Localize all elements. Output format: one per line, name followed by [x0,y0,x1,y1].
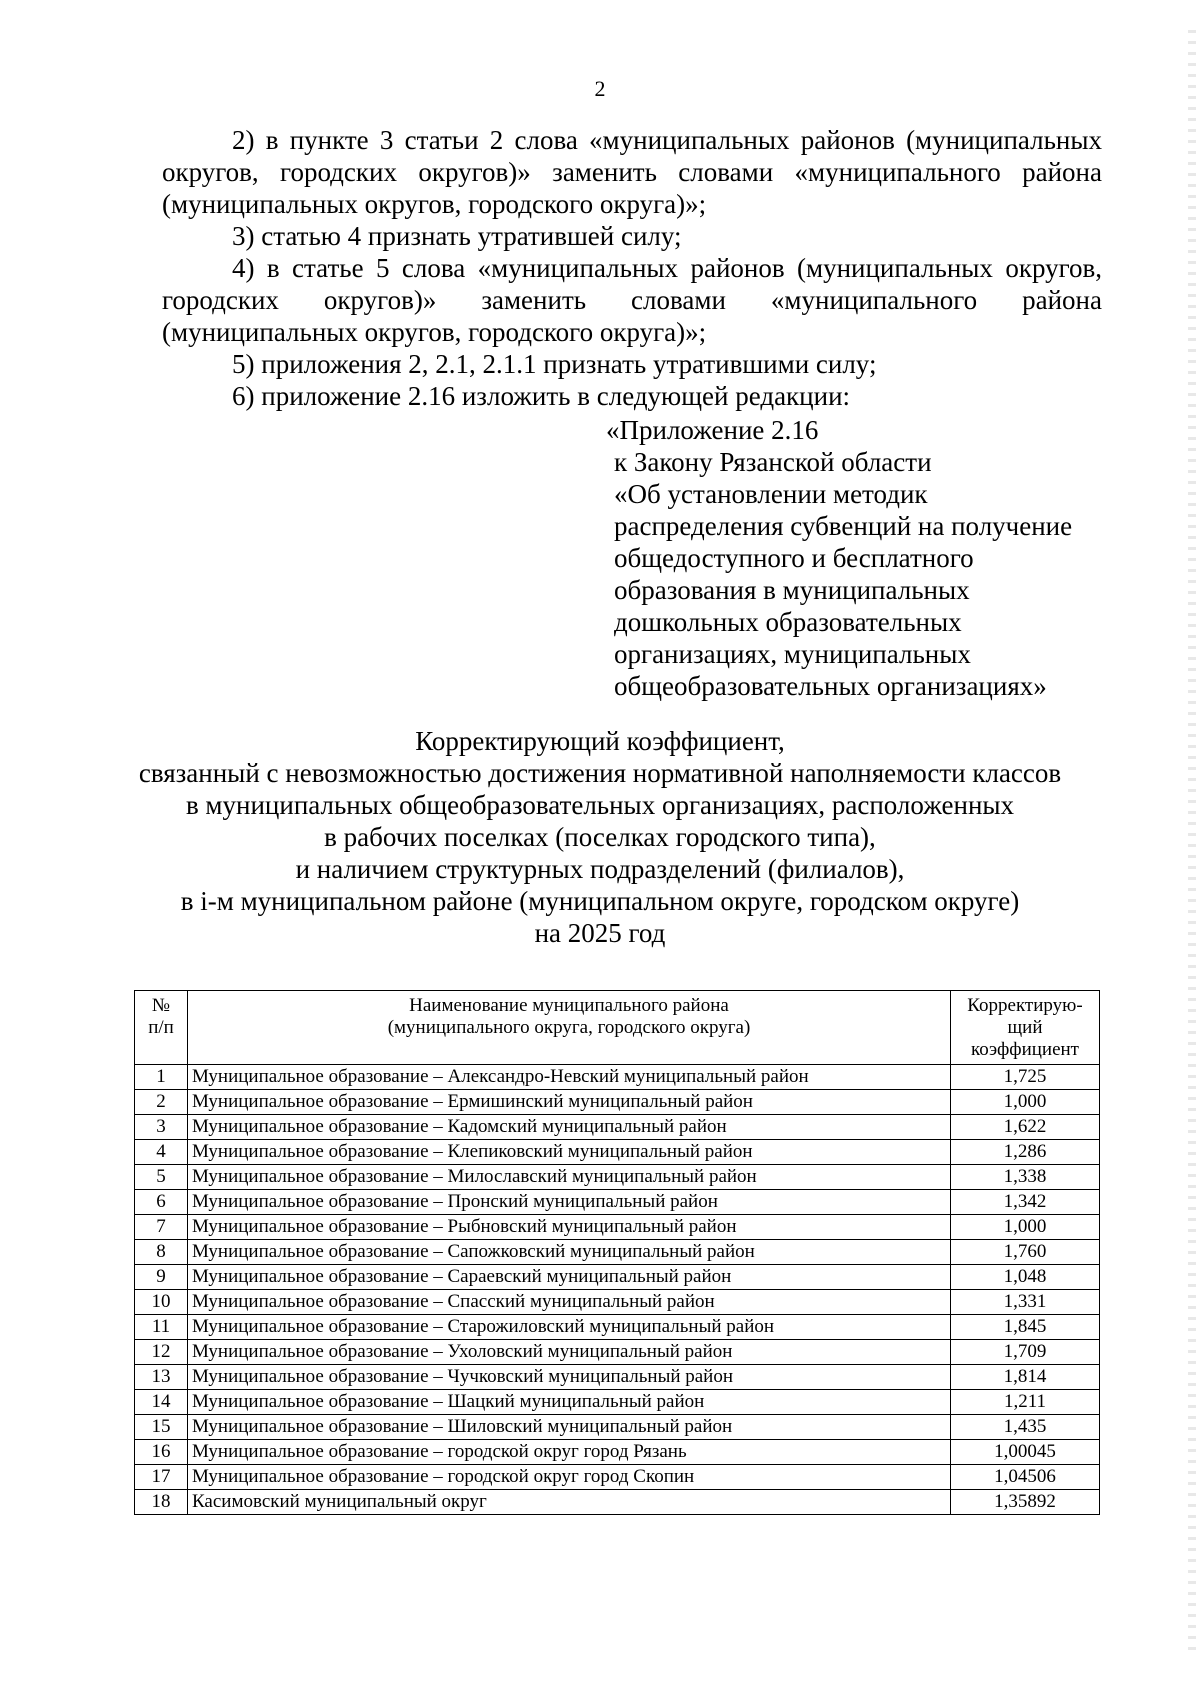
row-number: 10 [135,1290,188,1315]
table-row [135,1240,1100,1265]
row-coefficient: 1,709 [951,1340,1100,1365]
row-number: 4 [135,1140,188,1165]
title-line: в рабочих поселках (поселках городского типа), [324,822,876,852]
table-body [135,1065,1100,1515]
row-number: 3 [135,1115,188,1140]
row-coefficient: 1,342 [951,1190,1100,1215]
appendix-heading [606,414,1114,702]
row-number: 18 [135,1490,188,1515]
title-line: и наличием структурных подразделений (филиалов), [295,854,905,884]
title-line: в муниципальных общеобразовательных организациях, расположенных [185,790,1015,820]
row-name: Муниципальное образование – Рыбновский муниципальный район [188,1215,951,1240]
row-coefficient: 1,338 [951,1165,1100,1190]
row-number: 12 [135,1340,188,1365]
paragraph-5: 5) приложения 2, 2.1, 2.1.1 признать утратившими силу; [232,349,877,379]
row-coefficient: 1,211 [951,1390,1100,1415]
row-coefficient: 1,04506 [951,1465,1100,1490]
table-row [135,1115,1100,1140]
table-row [135,1165,1100,1190]
table-row [135,1440,1100,1465]
page-number: 2 [594,76,606,101]
row-coefficient: 1,048 [951,1265,1100,1290]
row-coefficient: 1,00045 [951,1440,1100,1465]
appendix-line: образования в муниципальных [614,575,970,605]
row-number: 13 [135,1365,188,1390]
appendix-line: «Приложение 2.16 [606,415,819,445]
coefficient-table [134,990,1100,1515]
row-name: Муниципальное образование – городской округ город Рязань [188,1440,951,1465]
table-row [135,1490,1100,1515]
row-name: Муниципальное образование – Сапожковский муниципальный район [188,1240,951,1265]
row-number: 15 [135,1415,188,1440]
row-name: Муниципальное образование – Ухоловский муниципальный район [188,1340,951,1365]
appendix-line: организациях, муниципальных [614,639,971,669]
row-number: 16 [135,1440,188,1465]
row-number: 5 [135,1165,188,1190]
appendix-line: общеобразовательных организациях» [614,671,1047,701]
row-name: Муниципальное образование – Спасский муниципальный район [188,1290,951,1315]
table-row [135,1315,1100,1340]
row-coefficient: 1,622 [951,1115,1100,1140]
header-coefficient: Корректирую- щий коэффициент [951,991,1100,1065]
row-coefficient: 1,000 [951,1090,1100,1115]
table-row [135,1365,1100,1390]
appendix-line: дошкольных образовательных [614,607,962,637]
row-coefficient: 1,814 [951,1365,1100,1390]
scan-edge-artifact [1188,30,1196,1650]
row-name: Муниципальное образование – Пронский муниципальный район [188,1190,951,1215]
row-number: 6 [135,1190,188,1215]
table-row [135,1265,1100,1290]
row-name: Муниципальное образование – Старожиловский муниципальный район [188,1315,951,1340]
table-row [135,1390,1100,1415]
row-coefficient: 1,725 [951,1065,1100,1090]
row-coefficient: 1,000 [951,1215,1100,1240]
row-name: Муниципальное образование – городской округ город Скопин [188,1465,951,1490]
row-name: Муниципальное образование – Кадомский муниципальный район [188,1115,951,1140]
appendix-line: общедоступного и бесплатного [614,543,974,573]
row-name: Муниципальное образование – Сараевский муниципальный район [188,1265,951,1290]
paragraph-3: 3) статью 4 признать утратившей силу; [232,221,682,251]
title-line: в i-м муниципальном районе (муниципальном округе, городском округе) [180,886,1020,916]
row-name: Касимовский муниципальный округ [188,1490,951,1515]
amendment-paragraphs [162,124,1102,412]
table-row [135,1090,1100,1115]
table-row [135,1140,1100,1165]
appendix-line: «Об установлении методик [614,479,928,509]
table-row [135,1415,1100,1440]
row-number: 14 [135,1390,188,1415]
row-coefficient: 1,286 [951,1140,1100,1165]
row-number: 8 [135,1240,188,1265]
title-line: на 2025 год [534,918,666,948]
row-name: Муниципальное образование – Шиловский муниципальный район [188,1415,951,1440]
title-line: связанный с невозможностью достижения нормативной наполняемости классов [138,758,1062,788]
table-row [135,1190,1100,1215]
row-coefficient: 1,35892 [951,1490,1100,1515]
appendix-line: распределения субвенций на получение [614,511,1073,541]
paragraph-2: 2) в пункте 3 статьи 2 слова «муниципальных районов (муниципальных округов, городских округов)» заменить словами «муниципального района (муниципальных округов, городского округа)»; [162,125,1102,219]
table-row [135,1465,1100,1490]
row-number: 9 [135,1265,188,1290]
document-title [0,725,1200,949]
table-row [135,1215,1100,1240]
row-coefficient: 1,845 [951,1315,1100,1340]
table-row [135,1290,1100,1315]
row-name: Муниципальное образование – Чучковский муниципальный район [188,1365,951,1390]
row-name: Муниципальное образование – Александро-Невский муниципальный район [188,1065,951,1090]
row-number: 7 [135,1215,188,1240]
row-name: Муниципальное образование – Шацкий муниципальный район [188,1390,951,1415]
paragraph-6: 6) приложение 2.16 изложить в следующей редакции: [232,381,851,411]
row-name: Муниципальное образование – Клепиковский муниципальный район [188,1140,951,1165]
title-line: Корректирующий коэффициент, [415,726,785,756]
table-row [135,1065,1100,1090]
header-number: № п/п [135,991,188,1065]
row-number: 1 [135,1065,188,1090]
header-name: Наименование муниципального района (муниципального округа, городского округа) [188,991,951,1065]
table-header-row [135,991,1100,1065]
row-coefficient: 1,760 [951,1240,1100,1265]
row-number: 17 [135,1465,188,1490]
row-coefficient: 1,331 [951,1290,1100,1315]
row-coefficient: 1,435 [951,1415,1100,1440]
row-number: 2 [135,1090,188,1115]
appendix-line: к Закону Рязанской области [614,447,932,477]
paragraph-4: 4) в статье 5 слова «муниципальных районов (муниципальных округов, городских округов)» заменить словами «муниципального района (муниципальных округов, городского округа)»; [162,253,1102,347]
row-name: Муниципальное образование – Милославский муниципальный район [188,1165,951,1190]
row-number: 11 [135,1315,188,1340]
row-name: Муниципальное образование – Ермишинский муниципальный район [188,1090,951,1115]
table-row [135,1340,1100,1365]
